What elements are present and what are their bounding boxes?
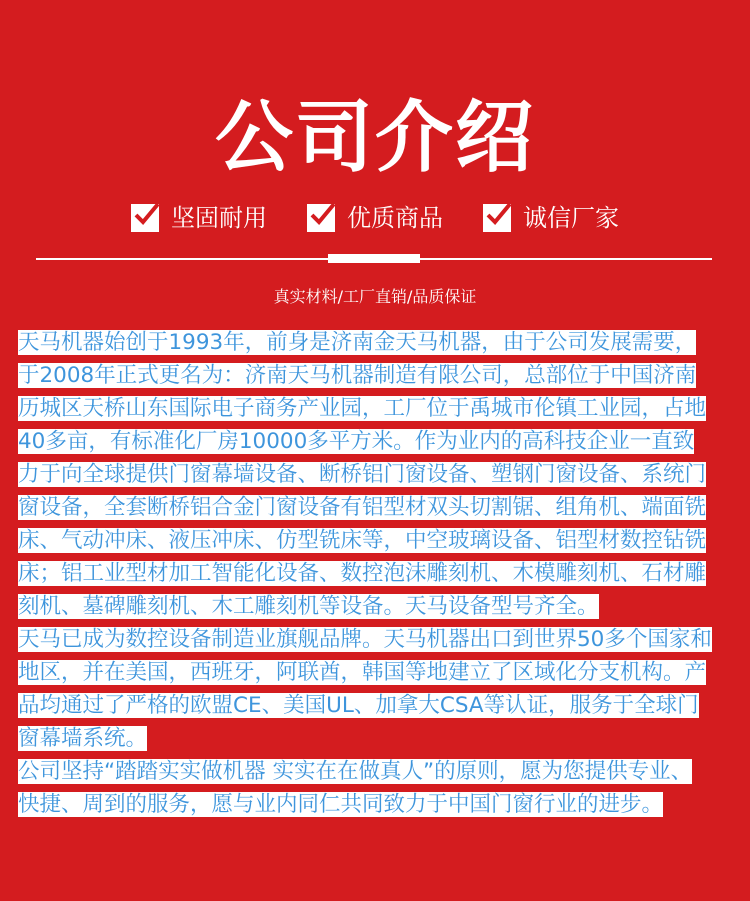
feature-item-durable <box>131 198 267 238</box>
feature-label: 诚信厂家 <box>523 204 619 232</box>
feature-item-honest <box>483 198 619 238</box>
page-title: 公司介绍 <box>214 93 535 183</box>
paragraph-history: 天马机器始创于1993年，前身是济南金天马机器，由于公司发展需要，于2008年正式更名为：济南天马机器制造有限公司，总部位于中国济南历城区天桥山东国际电子商务产业园，工厂位于禹城市伦镇工业园，占地40多亩，有标准化厂房10000多平方米。作为业内的高科技企业一直致力于向全球提供门窗幕墙设备、断桥铝门窗设备、塑钢门窗设备、系统门窗设备，全套断桥铝合金门窗设备有铝型材双头切割锯、组角机、端面铣床、气动冲床、液压冲床、仿型铣床等，中空玻璃设备、铝型材数控钻铣床；铝工业型材加工智能化设备、数控泡沫雕刻机、木模雕刻机、石材雕刻机、墓碑雕刻机、木工雕刻机等设备。天马设备型号齐全。 <box>18 330 707 619</box>
feature-label: 优质商品 <box>347 204 443 232</box>
paragraph-principle: 公司坚持“踏踏实实做机器 实实在在做真人”的原则，愿为您提供专业、快捷、周到的服务，愿与业内同仁共同致力于中国门窗行业的进步。 <box>18 759 693 817</box>
feature-item-quality <box>307 198 443 238</box>
checkbox-checked-icon <box>483 204 511 232</box>
feature-list <box>0 198 750 238</box>
company-description <box>18 326 713 821</box>
feature-label: 坚固耐用 <box>171 204 267 232</box>
checkbox-checked-icon <box>307 204 335 232</box>
tagline: 真实材料/工厂直销/品质保证 <box>273 287 477 306</box>
paragraph-brand: 天马已成为数控设备制造业旗舰品牌。天马机器出口到世界50多个国家和地区，并在美国，西班牙，阿联酋，韩国等地建立了区域化分支机构。产品均通过了严格的欧盟CE、美国UL、加拿大CSA等认证，服务于全球门窗幕墙系统。 <box>18 627 712 751</box>
checkbox-checked-icon <box>131 204 159 232</box>
divider-accent <box>328 254 420 263</box>
